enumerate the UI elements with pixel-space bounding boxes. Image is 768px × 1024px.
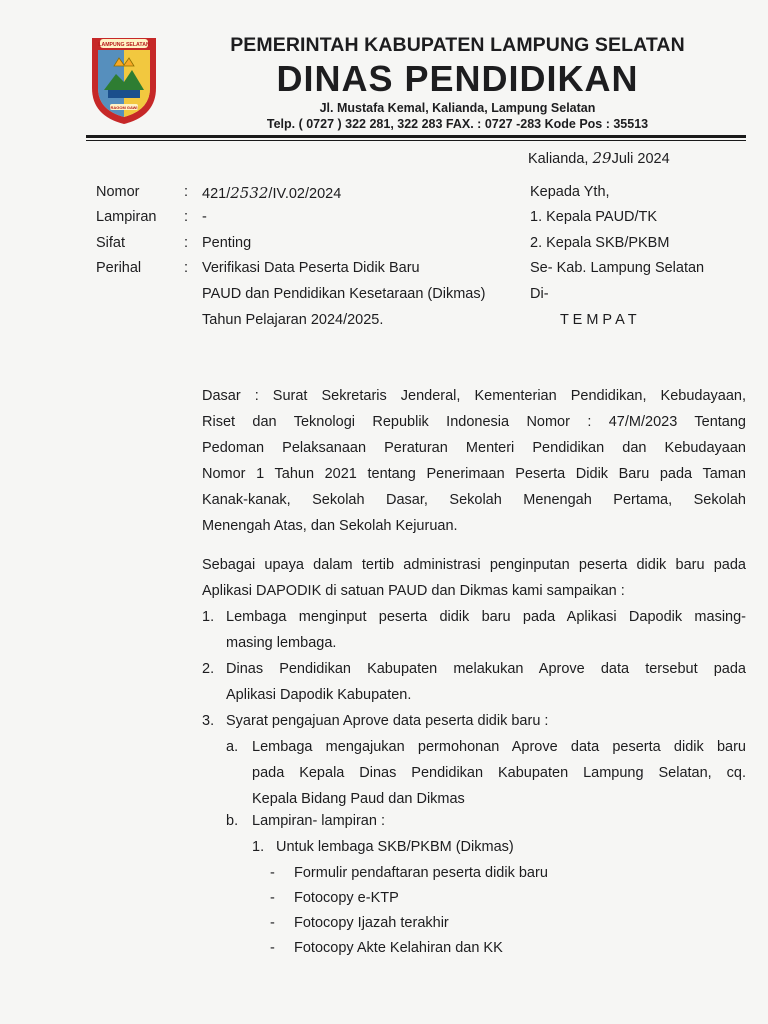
- sub-a-line: pada Kepala Dinas Pendidikan Kabupaten Lampung Selatan, cq.: [252, 765, 746, 781]
- sub-b-text: Lampiran- lampiran :: [252, 813, 385, 829]
- bullet-dash: -: [270, 865, 275, 881]
- item-number: 3.: [202, 713, 215, 729]
- bullet-item: Fotocopy Ijazah terakhir: [294, 915, 449, 931]
- bullet-item: Formulir pendaftaran peserta didik baru: [294, 865, 548, 881]
- lampiran-value: -: [202, 209, 207, 225]
- sub-letter: a.: [226, 739, 239, 755]
- sub-letter: b.: [226, 813, 239, 829]
- recipient-line: Kepada Yth,: [530, 184, 610, 200]
- item-number: 2.: [202, 661, 215, 677]
- letterhead-rule-thin: [86, 140, 746, 141]
- item-line: Lembaga menginput peserta didik baru pada Aplikasi Dapodik masing-: [226, 609, 746, 625]
- recipient-line: 1. Kepala PAUD/TK: [530, 209, 658, 225]
- letterhead-rule-thick: [86, 135, 746, 138]
- regency-emblem-logo: [86, 32, 162, 126]
- sifat-colon: :: [184, 235, 189, 251]
- dasar-line: Nomor 1 Tahun 2021 tentang Penerimaan Peserta Didik Baru pada Taman: [202, 466, 746, 482]
- lampiran-colon: :: [184, 209, 189, 225]
- recipient-line: Se- Kab. Lampung Selatan: [530, 260, 705, 276]
- sifat-value: Penting: [202, 235, 252, 251]
- nomor-value: [202, 184, 341, 202]
- dasar-line: Pedoman Pelaksanaan Peraturan Menteri Pendidikan dan Kebudayaan: [202, 440, 746, 456]
- dasar-line: Kanak-kanak, Sekolah Dasar, Sekolah Menengah Pertama, Sekolah: [202, 492, 746, 508]
- item-line: Syarat pengajuan Aprove data peserta didik baru :: [226, 713, 549, 729]
- sifat-label: Sifat: [96, 235, 126, 251]
- item-line: Dinas Pendidikan Kabupaten melakukan Aprove data tersebut pada: [226, 661, 746, 677]
- perihal-colon: :: [184, 260, 189, 276]
- letter-date: [528, 149, 670, 167]
- lampiran-label: Lampiran: [96, 209, 157, 225]
- bullet-item: Fotocopy e-KTP: [294, 890, 399, 906]
- sub-a-line: Lembaga mengajukan permohonan Aprove data peserta didik baru: [252, 739, 746, 755]
- intro-line: Sebagai upaya dalam tertib administrasi penginputan peserta didik baru pada: [202, 557, 746, 573]
- telephone-line: Telp. ( 0727 ) 322 281, 322 283 FAX. : 0727 -283 Kode Pos : 35513: [266, 117, 649, 131]
- item-line: masing lembaga.: [226, 635, 337, 651]
- item-line: Aplikasi Dapodik Kabupaten.: [226, 687, 412, 703]
- logo-text-bottom: RAGOM GAWI: [110, 105, 138, 110]
- bullet-dash: -: [270, 940, 275, 956]
- nomor-suffix: /IV.02/2024: [268, 186, 342, 202]
- perihal-line: Tahun Pelajaran 2024/2025.: [202, 312, 384, 328]
- sub-b1-text: Untuk lembaga SKB/PKBM (Dikmas): [276, 839, 514, 855]
- bullet-item: Fotocopy Akte Kelahiran dan KK: [294, 940, 503, 956]
- perihal-label: Perihal: [96, 260, 142, 276]
- department-title: DINAS PENDIDIKAN: [276, 58, 639, 99]
- bullet-dash: -: [270, 915, 275, 931]
- government-title: PEMERINTAH KABUPATEN LAMPUNG SELATAN: [230, 34, 685, 56]
- nomor-colon: :: [184, 184, 189, 200]
- sub-b1-number: 1.: [252, 839, 265, 855]
- nomor-handwritten: 2532: [230, 184, 269, 202]
- date-place: Kalianda,: [528, 151, 589, 167]
- bullet-dash: -: [270, 890, 275, 906]
- perihal-line: Verifikasi Data Peserta Didik Baru: [202, 260, 420, 276]
- dasar-line: Menengah Atas, dan Sekolah Kejuruan.: [202, 518, 458, 534]
- logo-text-top: LAMPUNG SELATAN: [98, 42, 150, 48]
- sub-a-line: Kepala Bidang Paud dan Dikmas: [252, 791, 465, 807]
- dasar-line: Dasar : Surat Sekretaris Jenderal, Kementerian Pendidikan, Kebudayaan,: [202, 388, 746, 404]
- dasar-line: Riset dan Teknologi Republik Indonesia Nomor : 47/M/2023 Tentang: [202, 414, 746, 430]
- nomor-prefix: 421/: [202, 186, 231, 202]
- perihal-line: PAUD dan Pendidikan Kesetaraan (Dikmas): [202, 286, 486, 302]
- date-month-year: Juli 2024: [611, 151, 670, 167]
- date-day-handwritten: 29: [592, 149, 612, 167]
- intro-line: Aplikasi DAPODIK di satuan PAUD dan Dikmas kami sampaikan :: [202, 583, 625, 599]
- nomor-label: Nomor: [96, 184, 140, 200]
- recipient-line: 2. Kepala SKB/PKBM: [530, 235, 670, 251]
- item-number: 1.: [202, 609, 215, 625]
- recipient-tempat: T E M P A T: [560, 312, 637, 328]
- address-line: Jl. Mustafa Kemal, Kalianda, Lampung Selatan: [319, 101, 596, 115]
- recipient-line: Di-: [530, 286, 549, 302]
